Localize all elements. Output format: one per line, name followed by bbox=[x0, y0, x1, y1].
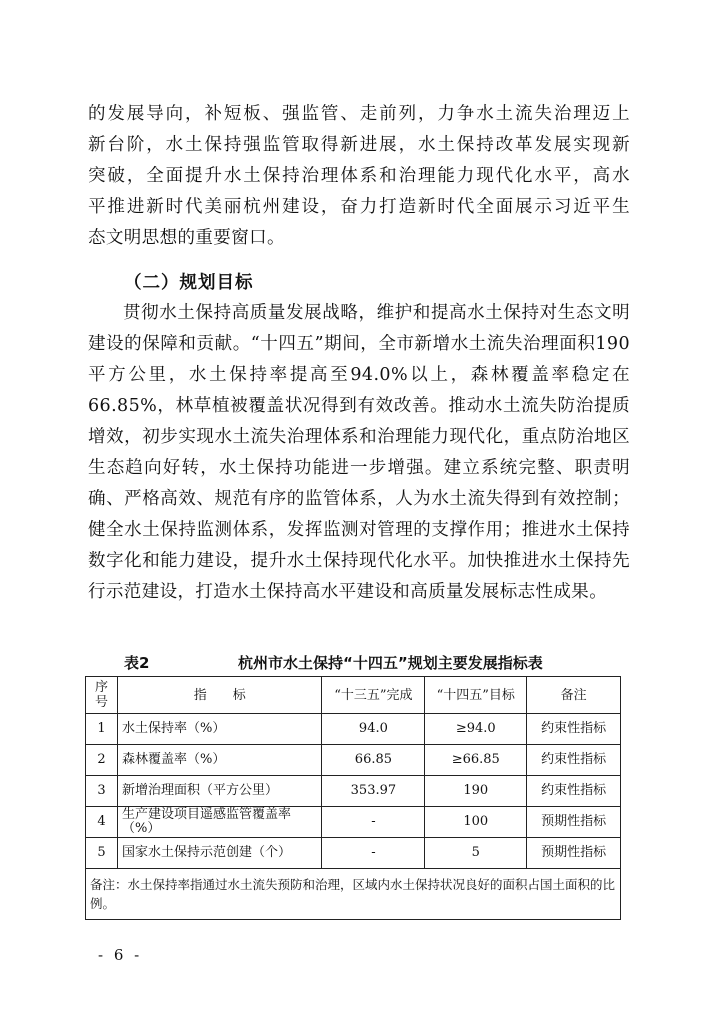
cell-remark: 约束性指标 bbox=[527, 714, 621, 745]
cell-target: 100 bbox=[425, 807, 527, 838]
cell-target: ≥94.0 bbox=[425, 714, 527, 745]
cell-remark: 预期性指标 bbox=[527, 838, 621, 869]
cell-seq: 4 bbox=[86, 807, 118, 838]
cell-indicator: 新增治理面积（平方公里） bbox=[117, 776, 322, 807]
cell-remark: 约束性指标 bbox=[527, 745, 621, 776]
cell-prev: 66.85 bbox=[322, 745, 425, 776]
cell-target: 5 bbox=[425, 838, 527, 869]
cell-indicator: 国家水土保持示范创建（个） bbox=[117, 838, 322, 869]
table-row bbox=[86, 745, 621, 776]
table-note: 备注：水土保持率指通过水土流失预防和治理，区域内水土保持状况良好的面积占国土面积的比例。 bbox=[86, 869, 621, 920]
header-target: “十四五”目标 bbox=[425, 677, 527, 714]
table-note-row bbox=[86, 869, 621, 920]
paragraph-1-line: 突破，全面提升水土保持治理体系和治理能力现代化水平，高水 bbox=[88, 166, 630, 186]
cell-seq: 2 bbox=[86, 745, 118, 776]
cell-seq: 3 bbox=[86, 776, 118, 807]
paragraph-1 bbox=[88, 99, 630, 254]
table-row bbox=[86, 714, 621, 745]
cell-target: ≥66.85 bbox=[425, 745, 527, 776]
paragraph-1-line: 态文明思想的重要窗口。 bbox=[88, 228, 285, 248]
table-row bbox=[86, 838, 621, 869]
cell-prev: 353.97 bbox=[322, 776, 425, 807]
table-row bbox=[86, 807, 621, 838]
table-title: 杭州市水土保持“十四五”规划主要发展指标表 bbox=[238, 654, 543, 672]
cell-indicator: 水土保持率（%） bbox=[117, 714, 322, 745]
table-header-row bbox=[86, 677, 621, 714]
cell-indicator: 生产建设项目遥感监管覆盖率（%） bbox=[117, 807, 322, 838]
header-prev: “十三五”完成 bbox=[322, 677, 425, 714]
cell-seq: 5 bbox=[86, 838, 118, 869]
header-seq: 序号 bbox=[86, 677, 118, 714]
header-indicator: 指 标 bbox=[117, 677, 322, 714]
paragraph-1-line: 的发展导向，补短板、强监管、走前列，力争水土流失治理迈上 bbox=[88, 104, 630, 124]
section-heading: （二）规划目标 bbox=[124, 273, 254, 293]
cell-indicator: 森林覆盖率（%） bbox=[117, 745, 322, 776]
paragraph-1-line: 新台阶，水土保持强监管取得新进展，水土保持改革发展实现新 bbox=[88, 135, 630, 155]
paragraph-1-line: 平推进新时代美丽杭州建设，奋力打造新时代全面展示习近平生 bbox=[88, 197, 630, 217]
cell-target: 190 bbox=[425, 776, 527, 807]
cell-prev: - bbox=[322, 807, 425, 838]
cell-remark: 预期性指标 bbox=[527, 807, 621, 838]
cell-seq: 1 bbox=[86, 714, 118, 745]
paragraph-2: 贯彻水土保持高质量发展战略，维护和提高水土保持对生态文明建设的保障和贡献。“十四五”期间，全市新增水土流失治理面积190平方公里，水土保持率提高至94.0%以上，森林覆盖率稳定在66.85%，林草植被覆盖状况得到有效改善。推动水土流失防治提质增效，初步实现水土流失治理体系和治理能力现代化，重点防治地区生态趋向好转，水土保持功能进一步增强。建立系统完整、职责明确、严格高效、规范有序的监管体系，人为水土流失得到有效控制；健全水土保持监测体系，发挥监测对管理的支撑作用；推进水土保持数字化和能力建设，提升水土保持现代化水平。加快推进水土保持先行示范建设，打造水土保持高水平建设和高质量发展标志性成果。 bbox=[88, 303, 630, 602]
table-number: 表2 bbox=[124, 654, 150, 672]
cell-prev: - bbox=[322, 838, 425, 869]
page-number: - 6 - bbox=[98, 946, 143, 964]
table-row bbox=[86, 776, 621, 807]
cell-remark: 约束性指标 bbox=[527, 776, 621, 807]
header-remark: 备注 bbox=[527, 677, 621, 714]
indicator-table bbox=[85, 676, 621, 920]
cell-prev: 94.0 bbox=[322, 714, 425, 745]
